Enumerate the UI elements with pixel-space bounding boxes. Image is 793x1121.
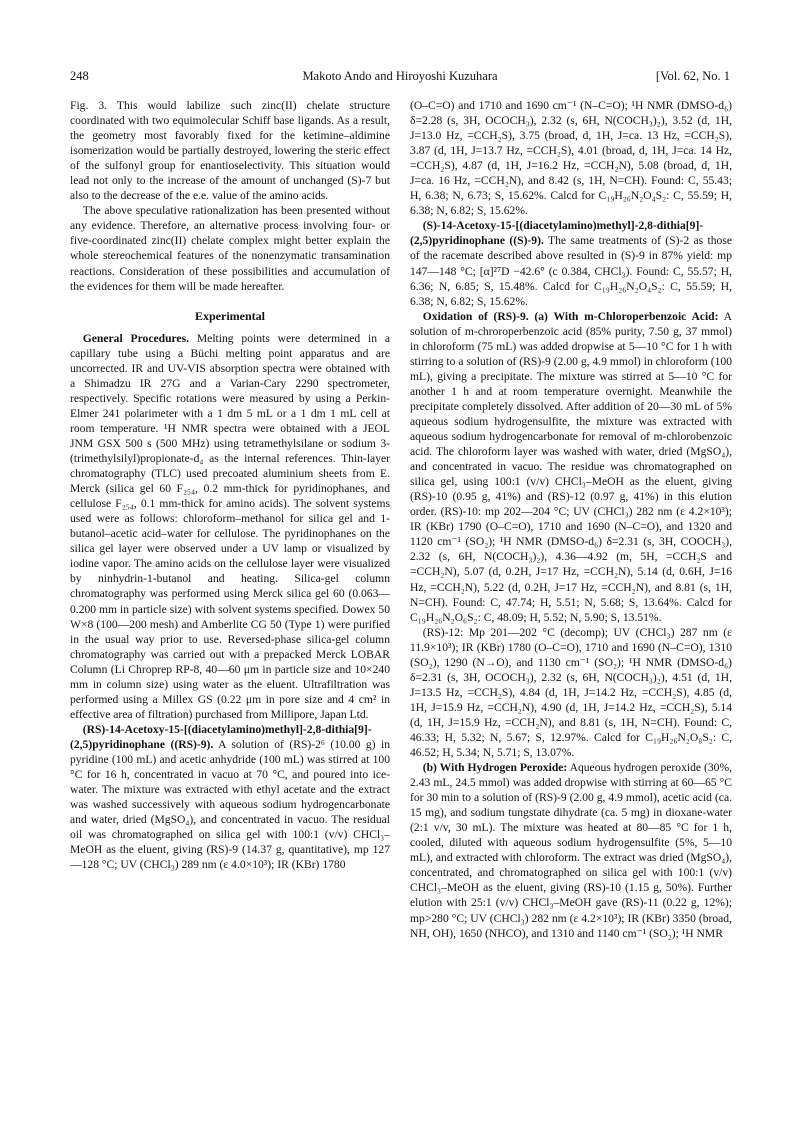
rs9-data-continued: (O–C=O) and 1710 and 1690 cm⁻¹ (N–C=O); ¹H NMR (DMSO-d₆) δ=2.28 (s, 3H, OCOCH₃), 2.32 (s, 6H, N(COCH₃)₂), 3.52 (d, 1H, J=13.0 Hz, =CCH₂S), 3.75 (broad, d, 1H, J=ca. 13 Hz, =CCH₂S), 3.87 (d, 1H, J=13.7 Hz, =CCH₂S), 4.01 (broad, d, 1H, J=ca. 14 Hz, =CCH₂S), 4.87 (d, 1H, J=16.2 Hz, =CCH₂N), 5.08 (broad, d, 1H, J=ca. 16 Hz, =CCH₂N), and 8.42 (s, 1H, N=CH). Found: C, 55.43; H, 6.38; N, 6.73; S, 15.62%. Calcd for C₁₉H₂₆N₂O₄S₂: C, 55.59; H, 6.38; N, 6.82; S, 15.62%. xyxy=(410,99,732,218)
general-procedures-paragraph xyxy=(70,331,390,722)
oxidation-h2o2-text: Aqueous hydrogen peroxide (30%, 2.43 mL, 24.5 mmol) was added dropwise with stirring at 60—65 °C for 30 min to a solution of (RS)-9 (2.00 g, 4.9 mmol), acetic acid (ca. 15 mg), and sodium tungstate dihydrate (ca. 5 mg) in dioxane-water (2:1 v/v, 30 mL). The mixture was heated at 80—85 °C for 1 h, cooled, diluted with aqueous sodium hydrogensulfite (5%, 5—10 mL), and extracted with chloroform. The extract was dried (MgSO₄), concentrated, and chromatographed on silica gel with 100:1 (v/v) CHCl₃–MeOH as the eluent, giving (RS)-10 (1.15 g, 50%). Further elution with 25:1 (v/v) CHCl₃–MeOH gave (RS)-11 (0.22 g, 12%); mp>280 °C; UV (CHCl₃) 282 nm (ε 4.2×10³); IR (KBr) 3350 (broad, NH, OH), 1650 (NHCO), and 1310 and 1140 cm⁻¹ (SO₂); ¹H NMR xyxy=(410,761,733,940)
oxidation-h2o2-heading: (b) With Hydrogen Peroxide: xyxy=(422,761,568,775)
general-procedures-text: Melting points were determined in a capillary tube using a Büchi melting point apparatus and are uncorrected. IR and UV-VIS absorption spectra were obtained with a Shimadzu IR 27G and a Varian-Cary 2290 spectrometer, respectively. Specific rotations were measured by using a Perkin-Elmer 241 polarimeter with a 1 dm 5 mL or a 1 dm 1 mL cell at room temperature. ¹H NMR spectra were obtained with a JEOL JNM GSX 500 s (500 MHz) using tetramethylsilane or sodium 3-(trimethylsilyl)propionate-d₄ as the internal references. Thin-layer chromatography (TLC) used precoated aluminium sheets from E. Merck (silica gel 60 F₂₅₄, 0.2 mm-thick for pyridinophanes, and cellulose F₂₅₄, 0.1 mm-thick for amino acids). The solvent systems used were as follows: chloroform–methanol for silica gel and 1-butanol–acetic acid–water for cellulose. The pyridinophanes on the silica gel layer were observed under a UV lamp or visualized by iodine vapor. The amino acids on the cellulose layer were visualized by ninhydrin-1-butanol and heating. Silica-gel column chromatography was performed using Merck silica gel 60 (0.063—0.200 mm in particle size) with solvent systems specified. Dowex 50 W×8 (100—200 mesh) and Amberlite CG 50 (Type 1) were purified in the usual way prior to use. Reversed-phase silica-gel column chromatography was carried out with a prepacked Merck LOBAR Column (Li Chroprep RP-8, 40—60 μm in particle size and 10×240 mm in column size) using water as the eluent. Ultrafiltration was performed using a Millex GS (0.22 μm in pore size and 4 cm² in effective area of filtration) purchased from Millipore, Japan Ltd. xyxy=(70,331,390,721)
running-authors: Makoto Ando and Hiroyoshi Kuzuhara xyxy=(302,69,498,83)
compound-rs9-heading: (RS)-14-Acetoxy-15-[(diacetylamino)methyl]-2,8-dithia[9]-(2,5)pyridinophane ((RS)-9). xyxy=(70,722,372,751)
compound-rs9-paragraph xyxy=(70,722,390,872)
discussion-paragraph-2: The above speculative rationalization has been presented without any evidence. Therefore, an alternative process involving four- or five-coordinated zinc(II) chelate complex might better explain the whole stereochemical features of the nonenzymatic transamination reactions. Consideration of these possibilities and accumulation of the evidences for them will be made hereafter. xyxy=(70,204,390,293)
volume-info: [Vol. 62, No. 1 xyxy=(655,69,730,83)
right-column xyxy=(410,98,732,941)
oxidation-mcpba-text: A solution of m-chroroperbenzoic acid (85% purity, 7.50 g, 37 mmol) in chloroform (75 mL) was added dropwise at 5—10 °C for 1 h with stirring to a solution of (RS)-9 (2.00 g, 4.9 mmol) in chloroform (100 mL), giving a precipitate. The mixture was stirred at 5—10 °C for another 1 h and at room temperature overnight. Meanwhile the precipitate completely dissolved. After addition of 20—30 mL of 5% aqueous sodium hydrogensulfite, the mixture was extracted with aqueous sodium hydrogencarbonate for removal of m-chlorobenzoic acid. The chloroform layer was washed with water, dried (MgSO₄), and concentrated in vacuo. The residue was chromatographed on silica gel, using 100:1 (v/v) CHCl₃–MeOH as the eluent, giving (RS)-10 (0.95 g, 41%) and (RS)-12 (0.97 g, 41%) in this elution order. (RS)-10: mp 202—204 °C; UV (CHCl₃) 282 nm (ε 4.2×10³); IR (KBr) 1790 (O–C=O), 1710 and 1690 (N–C=O), and 1320 and 1120 cm⁻¹ (SO₂); ¹H NMR (DMSO-d₆) δ=2.31 (s, 3H, COOCH₃), 2.32 (s, 6H, N(COCH₃)₂), 4.36—4.92 (m, 5H, =CCH₂S and =CCH₂N), 5.07 (d, 0.2H, J=17 Hz, =CCH₂N), 5.14 (d, 0.6H, J=16 Hz, =CCH₂N), 5.22 (d, 0.2H, J=17 Hz, =CCH₂N), and 8.81 (s, 1H, N=CH). Found: C, 47.74; H, 5.51; N, 5.68; S, 13.64%. Calcd for C₁₉H₂₆N₂O₆S₂: C, 48.09; H, 5.52; N, 5.90; S, 13.51%. xyxy=(410,309,732,624)
compound-s9-text: The same treatments of (S)-2 as those of the racemate described above resulted in (S)-9 in 87% yield: mp 147—148 °C; [α]²⁷D −42.6° (c 0.384, CHCl₃). Found: C, 55.57; H, 6.36; N, 6.85; S, 15.48%. Calcd for C₁₉H₂₆N₂O₄S₂: C, 55.59; H, 6.38; N, 6.82; S, 15.62%. xyxy=(410,234,733,308)
compound-rs9-text: A solution of (RS)-2⁶ (10.00 g) in pyridine (100 mL) and acetic anhydride (100 mL) was stirred at 100 °C for 16 h, concentrated in vacuo at 70 °C, and poured into ice-water. The mixture was extracted with ethyl acetate and the extract was washed successively with aqueous sodium hydrogencarbonate and water, dried (MgSO₄), and concentrated in vacuo. The residual oil was chromatographed on silica gel with 100:1 (v/v) CHCl₃–MeOH as the eluent, giving (RS)-9 (14.37 g, quantitative), mp 127—128 °C; UV (CHCl₃) 289 nm (ε 4.0×10³); IR (KBr) 1780 xyxy=(70,737,390,872)
general-procedures-heading: General Procedures. xyxy=(82,331,190,345)
compound-rs12-paragraph: (RS)-12: Mp 201—202 °C (decomp); UV (CHCl₃) 287 nm (ε 11.9×10³); IR (KBr) 1780 (O–C=O), 1710 and 1690 (N–C=O), 1310 (SO₂), 1290 (N→O), and 1130 cm⁻¹ (SO₂); ¹H NMR (DMSO-d₆) δ=2.31 (s, 3H, OCOCH₃), 2.32 (s, 6H, N(COCH₃)₂), 4.51 (d, 1H, J=13.5 Hz, =CCH₂S), 4.84 (d, 1H, J=14.2 Hz, =CCH₂S), 4.85 (d, 1H, J=15.9 Hz, =CCH₂N), 4.90 (d, 1H, J=14.2 Hz, =CCH₂S), 5.14 (d, 1H, J=15.9 Hz, =CCH₂N), and 8.81 (s, 1H, N=CH). Found: C, 46.33; H, 5.32; N, 5.67; S, 12.97%. Calcd for C₁₉H₂₆N₂O₈S₂: C, 46.52; H, 5.34; N, 5.71; S, 13.07%. xyxy=(410,625,732,760)
discussion-paragraph: Fig. 3. This would labilize such zinc(II) chelate structure coordinated with two equimolecular Schiff base ligands. As a result, the geometry most favorably fixed for the ketimine–aldimine isomerization would be partially destroyed, lowering the steric effect of the sulfonyl group for enantioselectivity. This situation would lead not only to the increase of the amount of unchanged (S)-7 but also to the decrease of the e.e. value of the amino acids. xyxy=(70,99,390,203)
oxidation-mcpba-heading: Oxidation of (RS)-9. (a) With m-Chloroperbenzoic Acid: xyxy=(422,309,719,323)
left-column xyxy=(70,98,390,872)
running-header xyxy=(70,69,730,87)
compound-s9-paragraph xyxy=(410,218,732,308)
compound-s9-heading: (S)-14-Acetoxy-15-[(diacetylamino)methyl]-2,8-dithia[9]-(2,5)pyridinophane ((S)-9). xyxy=(410,219,704,248)
oxidation-h2o2-paragraph xyxy=(410,760,732,941)
oxidation-mcpba-paragraph xyxy=(410,309,732,625)
page-number: 248 xyxy=(70,69,89,83)
section-heading-experimental: Experimental xyxy=(195,308,265,323)
